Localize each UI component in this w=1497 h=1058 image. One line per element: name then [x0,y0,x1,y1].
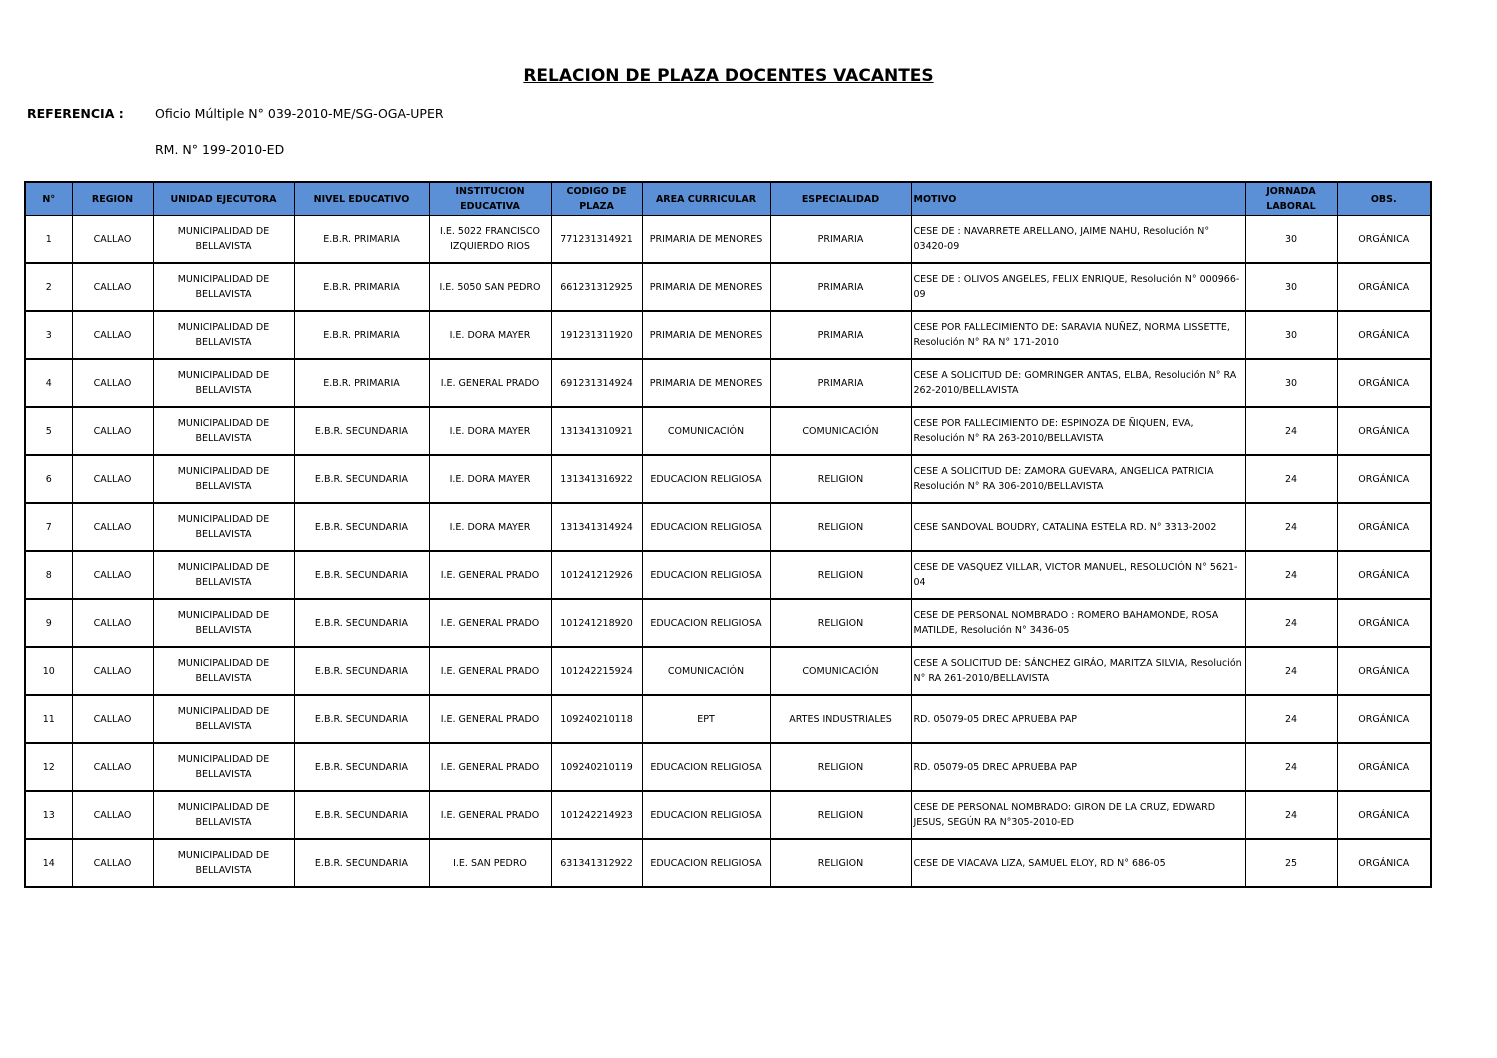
cell-jornada: 24 [1245,695,1337,743]
cell-motivo: RD. 05079-05 DREC APRUEBA PAP [911,743,1245,791]
cell-especialidad: COMUNICACIÓN [770,407,911,455]
cell-nivel: E.B.R. SECUNDARIA [294,407,429,455]
cell-especialidad: RELIGION [770,503,911,551]
cell-motivo: CESE DE : NAVARRETE ARELLANO, JAIME NAHU, Resolución N° 03420-09 [911,216,1245,264]
cell-codigo: 101241218920 [551,599,642,647]
cell-n: 3 [25,311,72,359]
table-row [25,695,1431,743]
cell-especialidad: PRIMARIA [770,216,911,264]
cell-unidad: MUNICIPALIDAD DE BELLAVISTA [153,791,294,839]
cell-unidad: MUNICIPALIDAD DE BELLAVISTA [153,311,294,359]
cell-jornada: 30 [1245,216,1337,264]
cell-obs: ORGÁNICA [1337,695,1431,743]
cell-obs: ORGÁNICA [1337,647,1431,695]
cell-nivel: E.B.R. PRIMARIA [294,263,429,311]
cell-obs: ORGÁNICA [1337,311,1431,359]
cell-nivel: E.B.R. SECUNDARIA [294,695,429,743]
cell-nivel: E.B.R. SECUNDARIA [294,839,429,887]
table-row [25,839,1431,887]
cell-n: 10 [25,647,72,695]
cell-institucion: I.E. GENERAL PRADO [429,551,551,599]
cell-region: CALLAO [72,263,153,311]
cell-nivel: E.B.R. SECUNDARIA [294,647,429,695]
cell-institucion: I.E. 5022 FRANCISCO IZQUIERDO RIOS [429,216,551,264]
table-row [25,503,1431,551]
cell-especialidad: RELIGION [770,455,911,503]
cell-obs: ORGÁNICA [1337,599,1431,647]
cell-area: COMUNICACIÓN [642,647,770,695]
header-row [25,182,1431,216]
document-title [0,66,1457,86]
cell-codigo: 101242214923 [551,791,642,839]
vacancies-table [24,181,1432,888]
cell-codigo: 191231311920 [551,311,642,359]
cell-region: CALLAO [72,551,153,599]
cell-motivo: CESE DE PERSONAL NOMBRADO : ROMERO BAHAMONDE, ROSA MATILDE, Resolución N° 3436-05 [911,599,1245,647]
cell-institucion: I.E. DORA MAYER [429,311,551,359]
cell-jornada: 24 [1245,743,1337,791]
cell-unidad: MUNICIPALIDAD DE BELLAVISTA [153,407,294,455]
cell-codigo: 109240210118 [551,695,642,743]
cell-jornada: 24 [1245,551,1337,599]
cell-codigo: 101242215924 [551,647,642,695]
cell-codigo: 131341314924 [551,503,642,551]
rm-line: RM. N° 199-2010-ED [155,142,285,157]
cell-unidad: MUNICIPALIDAD DE BELLAVISTA [153,743,294,791]
referencia-label: REFERENCIA : [27,106,124,121]
cell-jornada: 24 [1245,647,1337,695]
cell-region: CALLAO [72,791,153,839]
cell-n: 7 [25,503,72,551]
cell-nivel: E.B.R. SECUNDARIA [294,791,429,839]
cell-especialidad: PRIMARIA [770,311,911,359]
cell-especialidad: RELIGION [770,551,911,599]
cell-jornada: 24 [1245,503,1337,551]
cell-institucion: I.E. GENERAL PRADO [429,743,551,791]
cell-obs: ORGÁNICA [1337,791,1431,839]
cell-especialidad: RELIGION [770,743,911,791]
cell-jornada: 30 [1245,359,1337,407]
table-row [25,455,1431,503]
cell-area: EDUCACION RELIGIOSA [642,551,770,599]
cell-unidad: MUNICIPALIDAD DE BELLAVISTA [153,599,294,647]
cell-motivo: CESE A SOLICITUD DE: ZAMORA GUEVARA, ANGELICA PATRICIA Resolución N° RA 306-2010/BELLAVISTA [911,455,1245,503]
cell-area: EPT [642,695,770,743]
cell-especialidad: RELIGION [770,599,911,647]
cell-obs: ORGÁNICA [1337,455,1431,503]
cell-area: EDUCACION RELIGIOSA [642,839,770,887]
table-row [25,647,1431,695]
cell-obs: ORGÁNICA [1337,263,1431,311]
cell-obs: ORGÁNICA [1337,839,1431,887]
cell-motivo: CESE POR FALLECIMIENTO DE: ESPINOZA DE ÑIQUEN, EVA, Resolución N° RA 263-2010/BELLAVISTA [911,407,1245,455]
cell-area: PRIMARIA DE MENORES [642,263,770,311]
cell-especialidad: COMUNICACIÓN [770,647,911,695]
cell-codigo: 131341310921 [551,407,642,455]
cell-area: COMUNICACIÓN [642,407,770,455]
header-nivel: NIVEL EDUCATIVO [294,182,429,216]
cell-region: CALLAO [72,503,153,551]
cell-codigo: 109240210119 [551,743,642,791]
cell-especialidad: PRIMARIA [770,359,911,407]
cell-institucion: I.E. DORA MAYER [429,455,551,503]
cell-institucion: I.E. DORA MAYER [429,407,551,455]
header-jornada: JORNADA LABORAL [1245,182,1337,216]
table-row [25,216,1431,264]
header-region: REGION [72,182,153,216]
cell-n: 2 [25,263,72,311]
cell-jornada: 24 [1245,599,1337,647]
cell-n: 1 [25,216,72,264]
title-text: RELACION DE PLAZA DOCENTES VACANTES [523,66,934,86]
cell-jornada: 25 [1245,839,1337,887]
table-row [25,311,1431,359]
cell-n: 14 [25,839,72,887]
cell-region: CALLAO [72,695,153,743]
cell-codigo: 771231314921 [551,216,642,264]
table-row [25,743,1431,791]
cell-motivo: CESE DE VIACAVA LIZA, SAMUEL ELOY, RD N° 686-05 [911,839,1245,887]
cell-n: 9 [25,599,72,647]
table-row [25,599,1431,647]
cell-motivo: CESE DE PERSONAL NOMBRADO: GIRON DE LA CRUZ, EDWARD JESUS, SEGÚN RA N°305-2010-ED [911,791,1245,839]
cell-codigo: 691231314924 [551,359,642,407]
cell-jornada: 24 [1245,791,1337,839]
cell-area: PRIMARIA DE MENORES [642,359,770,407]
header-obs: OBS. [1337,182,1431,216]
cell-institucion: I.E. GENERAL PRADO [429,791,551,839]
cell-n: 12 [25,743,72,791]
cell-obs: ORGÁNICA [1337,551,1431,599]
cell-especialidad: RELIGION [770,839,911,887]
header-motivo: MOTIVO [911,182,1245,216]
cell-codigo: 101241212926 [551,551,642,599]
cell-unidad: MUNICIPALIDAD DE BELLAVISTA [153,647,294,695]
cell-institucion: I.E. GENERAL PRADO [429,359,551,407]
cell-motivo: CESE POR FALLECIMIENTO DE: SARAVIA NUÑEZ, NORMA LISSETTE, Resolución N° RA N° 171-2010 [911,311,1245,359]
cell-codigo: 631341312922 [551,839,642,887]
cell-region: CALLAO [72,407,153,455]
cell-area: EDUCACION RELIGIOSA [642,599,770,647]
table-row [25,407,1431,455]
cell-area: PRIMARIA DE MENORES [642,216,770,264]
cell-codigo: 661231312925 [551,263,642,311]
table-row [25,359,1431,407]
cell-especialidad: ARTES INDUSTRIALES [770,695,911,743]
cell-institucion: I.E. GENERAL PRADO [429,695,551,743]
cell-institucion: I.E. GENERAL PRADO [429,647,551,695]
cell-nivel: E.B.R. PRIMARIA [294,359,429,407]
cell-unidad: MUNICIPALIDAD DE BELLAVISTA [153,455,294,503]
cell-institucion: I.E. GENERAL PRADO [429,599,551,647]
cell-institucion: I.E. SAN PEDRO [429,839,551,887]
cell-n: 8 [25,551,72,599]
cell-unidad: MUNICIPALIDAD DE BELLAVISTA [153,551,294,599]
cell-motivo: CESE A SOLICITUD DE: SÁNCHEZ GIRÁO, MARITZA SILVIA, Resolución N° RA 261-2010/BELLAVISTA [911,647,1245,695]
cell-area: PRIMARIA DE MENORES [642,311,770,359]
cell-nivel: E.B.R. SECUNDARIA [294,743,429,791]
cell-n: 4 [25,359,72,407]
cell-region: CALLAO [72,216,153,264]
cell-motivo: RD. 05079-05 DREC APRUEBA PAP [911,695,1245,743]
cell-nivel: E.B.R. SECUNDARIA [294,455,429,503]
cell-region: CALLAO [72,359,153,407]
cell-n: 13 [25,791,72,839]
cell-area: EDUCACION RELIGIOSA [642,791,770,839]
cell-region: CALLAO [72,311,153,359]
cell-motivo: CESE DE : OLIVOS ANGELES, FELIX ENRIQUE, Resolución N° 000966-09 [911,263,1245,311]
cell-especialidad: RELIGION [770,791,911,839]
table-row [25,791,1431,839]
cell-jornada: 30 [1245,263,1337,311]
cell-unidad: MUNICIPALIDAD DE BELLAVISTA [153,503,294,551]
header-area: AREA CURRICULAR [642,182,770,216]
cell-motivo: CESE DE VASQUEZ VILLAR, VICTOR MANUEL, RESOLUCIÓN N° 5621-04 [911,551,1245,599]
cell-jornada: 30 [1245,311,1337,359]
cell-n: 5 [25,407,72,455]
cell-motivo: CESE A SOLICITUD DE: GOMRINGER ANTAS, ELBA, Resolución N° RA 262-2010/BELLAVISTA [911,359,1245,407]
cell-nivel: E.B.R. PRIMARIA [294,311,429,359]
referencia-line [27,106,444,121]
cell-region: CALLAO [72,647,153,695]
cell-institucion: I.E. 5050 SAN PEDRO [429,263,551,311]
cell-jornada: 24 [1245,407,1337,455]
cell-obs: ORGÁNICA [1337,216,1431,264]
cell-region: CALLAO [72,839,153,887]
cell-motivo: CESE SANDOVAL BOUDRY, CATALINA ESTELA RD. N° 3313-2002 [911,503,1245,551]
cell-unidad: MUNICIPALIDAD DE BELLAVISTA [153,839,294,887]
header-codigo: CODIGO DE PLAZA [551,182,642,216]
header-unidad: UNIDAD EJECUTORA [153,182,294,216]
cell-nivel: E.B.R. SECUNDARIA [294,551,429,599]
cell-jornada: 24 [1245,455,1337,503]
cell-obs: ORGÁNICA [1337,743,1431,791]
cell-nivel: E.B.R. SECUNDARIA [294,503,429,551]
header-institucion: INSTITUCION EDUCATIVA [429,182,551,216]
cell-area: EDUCACION RELIGIOSA [642,743,770,791]
cell-obs: ORGÁNICA [1337,407,1431,455]
cell-unidad: MUNICIPALIDAD DE BELLAVISTA [153,695,294,743]
cell-unidad: MUNICIPALIDAD DE BELLAVISTA [153,263,294,311]
cell-n: 6 [25,455,72,503]
table-row [25,263,1431,311]
cell-nivel: E.B.R. PRIMARIA [294,216,429,264]
cell-nivel: E.B.R. SECUNDARIA [294,599,429,647]
cell-obs: ORGÁNICA [1337,503,1431,551]
cell-region: CALLAO [72,455,153,503]
cell-area: EDUCACION RELIGIOSA [642,455,770,503]
cell-codigo: 131341316922 [551,455,642,503]
cell-institucion: I.E. DORA MAYER [429,503,551,551]
header-especialidad: ESPECIALIDAD [770,182,911,216]
cell-area: EDUCACION RELIGIOSA [642,503,770,551]
cell-unidad: MUNICIPALIDAD DE BELLAVISTA [153,216,294,264]
cell-obs: ORGÁNICA [1337,359,1431,407]
cell-n: 11 [25,695,72,743]
cell-region: CALLAO [72,599,153,647]
table-row [25,551,1431,599]
cell-region: CALLAO [72,743,153,791]
header-n: N° [25,182,72,216]
referencia-value: Oficio Múltiple N° 039-2010-ME/SG-OGA-UPER [155,106,444,121]
cell-especialidad: PRIMARIA [770,263,911,311]
cell-unidad: MUNICIPALIDAD DE BELLAVISTA [153,359,294,407]
